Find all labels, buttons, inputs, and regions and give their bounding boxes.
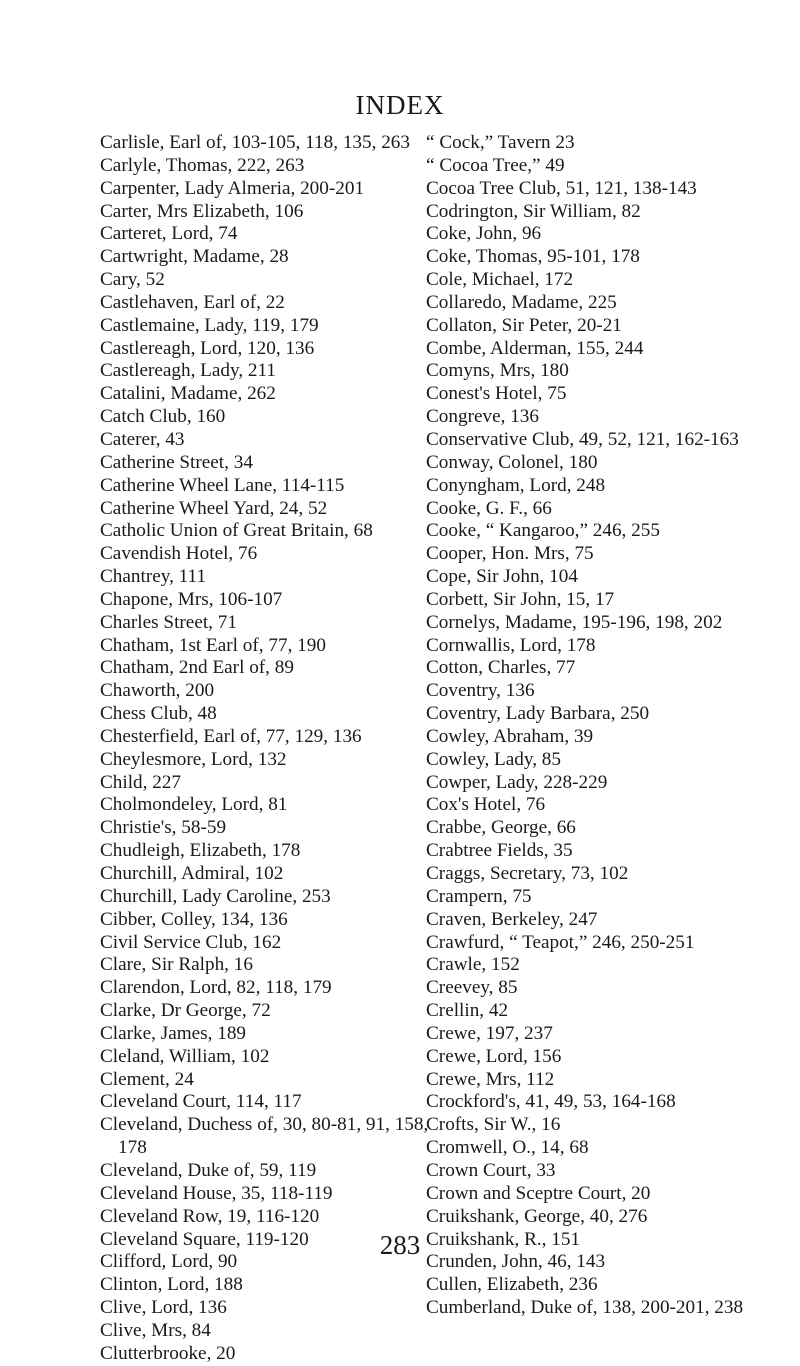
index-entry: Crampern, 75 [426,885,532,907]
index-entry: Chantrey, 111 [100,566,207,588]
index-entry: Chess Club, 48 [100,703,217,725]
index-entry: Cooper, Hon. Mrs, 75 [426,543,594,565]
index-entry: Cumberland, Duke of, 138, 200-201, 238 [426,1297,744,1319]
index-entry: Congreve, 136 [426,406,539,428]
index-entry: Crawle, 152 [426,954,520,976]
index-entry: Cleveland Court, 114, 117 [100,1091,302,1113]
index-entry: Coke, Thomas, 95-101, 178 [426,246,640,268]
index-entry: Cooke, G. F., 66 [426,497,552,519]
index-entry: Cleveland Row, 19, 116-120 [100,1205,320,1227]
index-entry: Crewe, 197, 237 [426,1022,553,1044]
index-entry: Cleland, William, 102 [100,1045,270,1067]
index-entry: Castlereagh, Lady, 211 [100,360,277,382]
index-entry: Crunden, John, 46, 143 [426,1251,606,1273]
index-entry: Clifford, Lord, 90 [100,1251,238,1273]
index-entry: Civil Service Club, 162 [100,931,282,953]
index-entry: Catherine Street, 34 [100,451,253,473]
index-entry: Collaton, Sir Peter, 20-21 [426,314,622,336]
index-entry: Catherine Wheel Lane, 114-115 [100,474,345,496]
index-entry: Churchill, Lady Caroline, 253 [100,885,331,907]
index-entry: Conservative Club, 49, 52, 121, 162-163 [426,428,739,450]
index-entry: Christie's, 58-59 [100,817,227,839]
index-entry: Castlemaine, Lady, 119, 179 [100,314,319,336]
index-entry: Cope, Sir John, 104 [426,566,578,588]
index-entry: Clarke, James, 189 [100,1022,247,1044]
index-entry: Crown and Sceptre Court, 20 [426,1182,651,1204]
index-entry: Crewe, Mrs, 112 [426,1068,555,1090]
index-entry: Cowper, Lady, 228-229 [426,771,608,793]
index-entry: Carteret, Lord, 74 [100,223,238,245]
index-entry: Chapone, Mrs, 106-107 [100,588,283,610]
index-entry: Clutterbrooke, 20 [100,1342,236,1364]
index-entry: Cromwell, O., 14, 68 [426,1137,589,1159]
index-entry: Chesterfield, Earl of, 77, 129, 136 [100,725,362,747]
index-entry: Conway, Colonel, 180 [426,451,598,473]
index-entry: Coke, John, 96 [426,223,542,245]
index-entry: Carlisle, Earl of, 103-105, 118, 135, 263 [100,132,410,153]
index-entry: Catholic Union of Great Britain, 68 [100,520,373,542]
index-entry: Crawfurd, “ Teapot,” 246, 250-251 [426,931,695,953]
index-entry: Craven, Berkeley, 247 [426,908,598,930]
index-entry: Crellin, 42 [426,1000,509,1022]
page-number: 283 [379,1230,421,1260]
index-entry: Conyngham, Lord, 248 [426,474,606,496]
index-entry: Cleveland House, 35, 118-119 [100,1182,333,1204]
index-entry: Cary, 52 [100,269,165,291]
index-entry: Clarke, Dr George, 72 [100,1000,271,1022]
index-entry: Cholmondeley, Lord, 81 [100,794,288,816]
index-entry: Crewe, Lord, 156 [426,1045,562,1067]
index-entry: Chatham, 2nd Earl of, 89 [100,657,294,679]
index-entry: Clive, Mrs, 84 [100,1319,211,1341]
index-entry: Cowley, Lady, 85 [426,748,561,770]
index-entry: “ Cock,” Tavern 23 [426,132,575,153]
index-column-right [426,132,771,1320]
index-entry: Chatham, 1st Earl of, 77, 190 [100,634,326,656]
index-entry: Catherine Wheel Yard, 24, 52 [100,497,328,519]
index-entry: Creevey, 85 [426,977,518,999]
index-entry: Crofts, Sir W., 16 [426,1114,561,1136]
index-entry: Carter, Mrs Elizabeth, 106 [100,200,304,222]
index-entry: Cruikshank, George, 40, 276 [426,1205,648,1227]
index-entry: Caterer, 43 [100,428,185,450]
index-entry: Cruikshank, R., 151 [426,1228,581,1250]
index-entry: Clive, Lord, 136 [100,1297,227,1319]
index-entry: Comyns, Mrs, 180 [426,360,569,382]
index-entry: Cox's Hotel, 76 [426,794,546,816]
index-entry: Coventry, Lady Barbara, 250 [426,703,650,725]
index-entry: Clare, Sir Ralph, 16 [100,954,253,976]
index-entry: Conest's Hotel, 75 [426,383,567,405]
index-entry: “ Cocoa Tree,” 49 [426,154,565,176]
index-entry: Cornelys, Madame, 195-196, 198, 202 [426,611,723,633]
index-entry: Castlereagh, Lord, 120, 136 [100,337,315,359]
index-entry: Cleveland, Duchess of, 30, 80-81, 91, 158, 178 [100,1114,429,1159]
index-entry: Crabtree Fields, 35 [426,840,573,862]
index-entry: Cowley, Abraham, 39 [426,725,594,747]
index-entry: Craggs, Secretary, 73, 102 [426,863,629,884]
index-entry: Cartwright, Madame, 28 [100,246,289,268]
index-entry: Crown Court, 33 [426,1159,556,1181]
index-entry: Cheylesmore, Lord, 132 [100,748,287,770]
index-entry: Cotton, Charles, 77 [426,657,576,679]
index-entry: Combe, Alderman, 155, 244 [426,337,644,359]
index-entry: Carpenter, Lady Almeria, 200-201 [100,177,365,199]
index-entry: Churchill, Admiral, 102 [100,863,284,884]
index-entry: Cibber, Colley, 134, 136 [100,908,288,930]
index-entry: Carlyle, Thomas, 222, 263 [100,154,305,176]
index-entry: Corbett, Sir John, 15, 17 [426,588,615,610]
page-title: INDEX [355,90,445,120]
index-entry: Chaworth, 200 [100,680,215,702]
index-entry: Catalini, Madame, 262 [100,383,276,405]
index-entry: Chudleigh, Elizabeth, 178 [100,840,301,862]
index-entry: Castlehaven, Earl of, 22 [100,291,285,313]
index-entry: Crabbe, George, 66 [426,817,576,839]
index-entry: Coventry, 136 [426,680,535,702]
index-entry: Crockford's, 41, 49, 53, 164-168 [426,1091,676,1113]
index-entry: Cocoa Tree Club, 51, 121, 138-143 [426,177,697,199]
index-entry: Cleveland Square, 119-120 [100,1228,309,1250]
index-entry: Clinton, Lord, 188 [100,1274,243,1296]
index-entry: Codrington, Sir William, 82 [426,200,641,222]
index-entry: Cornwallis, Lord, 178 [426,634,596,656]
index-entry: Cavendish Hotel, 76 [100,543,258,565]
index-entry: Catch Club, 160 [100,406,226,428]
index-column-left [100,132,445,1366]
index-entry: Cooke, “ Kangaroo,” 246, 255 [426,520,660,542]
index-entry: Cole, Michael, 172 [426,269,574,291]
index-entry: Charles Street, 71 [100,611,237,633]
index-entry: Collaredo, Madame, 225 [426,291,617,313]
index-entry: Cleveland, Duke of, 59, 119 [100,1159,317,1181]
index-entry: Clarendon, Lord, 82, 118, 179 [100,977,332,999]
index-entry: Cullen, Elizabeth, 236 [426,1274,598,1296]
index-entry: Child, 227 [100,771,182,793]
index-entry: Clement, 24 [100,1068,194,1090]
